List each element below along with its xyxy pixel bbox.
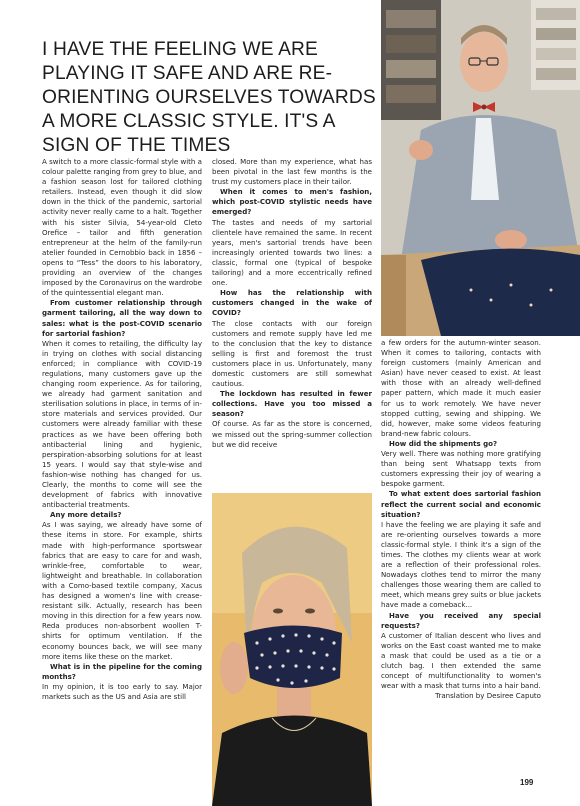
question-4: When it comes to men's fashion, which post-COVID stylistic needs have emerged? (212, 187, 372, 217)
tailor-photo (381, 0, 580, 336)
answer-6-continued: a few orders for the autumn-winter season. When it comes to tailoring, contacts with foreign customers (mainly American and Asian) have never ceased to exist. At least with those with an already well-defined paper pattern, which made it much easier for us to work remotely. We have never stopped cutting, sewing and shipping. We did, however, make some videos featuring brand-new fabric colours. (381, 338, 541, 438)
tailor-photo-illustration (381, 0, 580, 336)
question-9: Have you received any special requests? (381, 610, 541, 630)
article-column-3 (381, 338, 541, 701)
answer-1: When it comes to retailing, the difficulty lay in trying on clothes with social distancing enforced; in compliance with COVID-19 regulations, many customers gave up the changing room experience. As for tailoring, we already had garment sanitation and sterilisation solutions in place, in terms of in-store materials and services provided. Our customers were already familiar with these practices as we have been offering both antibacterial lining and hygienic, perspiration-absorbing solutions for at least 15 years. I would say that style-wise and fashion-wise nothing has changed for us. Clearly, the months to come will see the development of fabrics with innovative antibacterial treatments. (42, 338, 202, 510)
question-3: What is in the pipeline for the coming months? (42, 661, 202, 681)
question-6: The lockdown has resulted in fewer collections. Have you too missed a season? (212, 389, 372, 419)
answer-3-continued: closed. More than my experience, what has been pivotal in the last few months is the trust my customers place in their tailor. (212, 157, 372, 187)
page-number: 199 (520, 778, 534, 787)
answer-2: As I was saying, we already have some of these items in store. For example, shirts made with high-performance sportswear fabrics that are easy to care for and wash, wrinkle-free, comfortable to wear, lightweight and breathable. In collaboration with a Como-based textile company, Xacus has designed a women's line with crease-resistant silk. Actually, research has been moving in this direction for a few years now. Reda produces non-absorbent woollen T-shirts for optimum ventilation. If the economy bounces back, we will see many more items like these on the market. (42, 520, 202, 661)
article-column-1 (42, 157, 202, 702)
answer-6: Of course. As far as the store is concerned, we missed out the spring-summer collection but we did receive (212, 419, 372, 449)
answer-7: Very well. There was nothing more gratifying than being sent Whatsapp texts from customers expressing their joy of wearing a bespoke garment. (381, 449, 541, 489)
article-headline: I HAVE THE FEELING WE ARE PLAYING IT SAFE AND ARE RE-ORIENTING OURSELVES TOWARDS A MORE CLASSIC STYLE. IT'S A SIGN OF THE TIMES (42, 39, 376, 156)
intro-paragraph: A switch to a more classic-formal style with a colour palette ranging from grey to blue, and a fashion season lost for tailored clothing retailers. Instead, even though it did slow down in the thick of the pandemic, sartorial activity never really came to a halt. Together with his sister Silvia, 54-year-old Cleto Orefice – tailor and fifth generation entrepreneur at the helm of the family-run atelier founded in Cernobbio back in 1856 – opens to “Tess” the doors to his laboratory, providing an overview of the changes imposed by the Coronavirus on the wardrobe of the quintessential elegant man. (42, 157, 202, 298)
question-2: Any more details? (50, 510, 122, 520)
question-8: To what extent does sartorial fashion reflect the current social and economic situation? (381, 489, 541, 519)
article-column-2 (212, 157, 372, 450)
answer-4: The tastes and needs of my sartorial clientele have remained the same. In recent years, men's sartorial trends have been increasingly oriented towards two lines: a classic, formal one (typical of bespoke tailoring) and a more eccentrically refined one. (212, 217, 372, 288)
answer-8: I have the feeling we are playing it safe and are re-orienting ourselves towards a more classic-formal style. I think it's a sign of the times. The clothes my clients wear at work are a reflection of their professional roles. Nowadays clothes tend to mirror the many challenges those wearing them are called to meet, which means grey suits or blue jackets have made a comeback... (381, 519, 541, 610)
question-7: How did the shipments go? (389, 438, 498, 448)
answer-5: The close contacts with our foreign customers and remote supply have led me to the conclusion that the key to distance selling is first and foremost the trust customers place in us. Unfortunately, many domestic customers are still somewhat cautious. (212, 318, 372, 389)
answer-3: In my opinion, it is too early to say. Major markets such as the US and Asia are still (42, 681, 202, 701)
woman-mask-photo (212, 493, 372, 806)
question-5: How has the relationship with customers changed in the wake of COVID? (212, 288, 372, 318)
woman-mask-illustration (212, 493, 372, 806)
translation-credit: Translation by Desiree Caputo (435, 691, 541, 701)
answer-9: A customer of Italian descent who lives and works on the East coast wanted me to make a mask that could be used as a tie or a clutch bag. I then extended the same concept of multifunctionality to women's wear with a mask that turns into a hair band. (381, 630, 541, 691)
question-1: From customer relationship through garment tailoring, all the way down to sales: what is the post-COVID scenario for sartorial fashion? (42, 298, 202, 338)
